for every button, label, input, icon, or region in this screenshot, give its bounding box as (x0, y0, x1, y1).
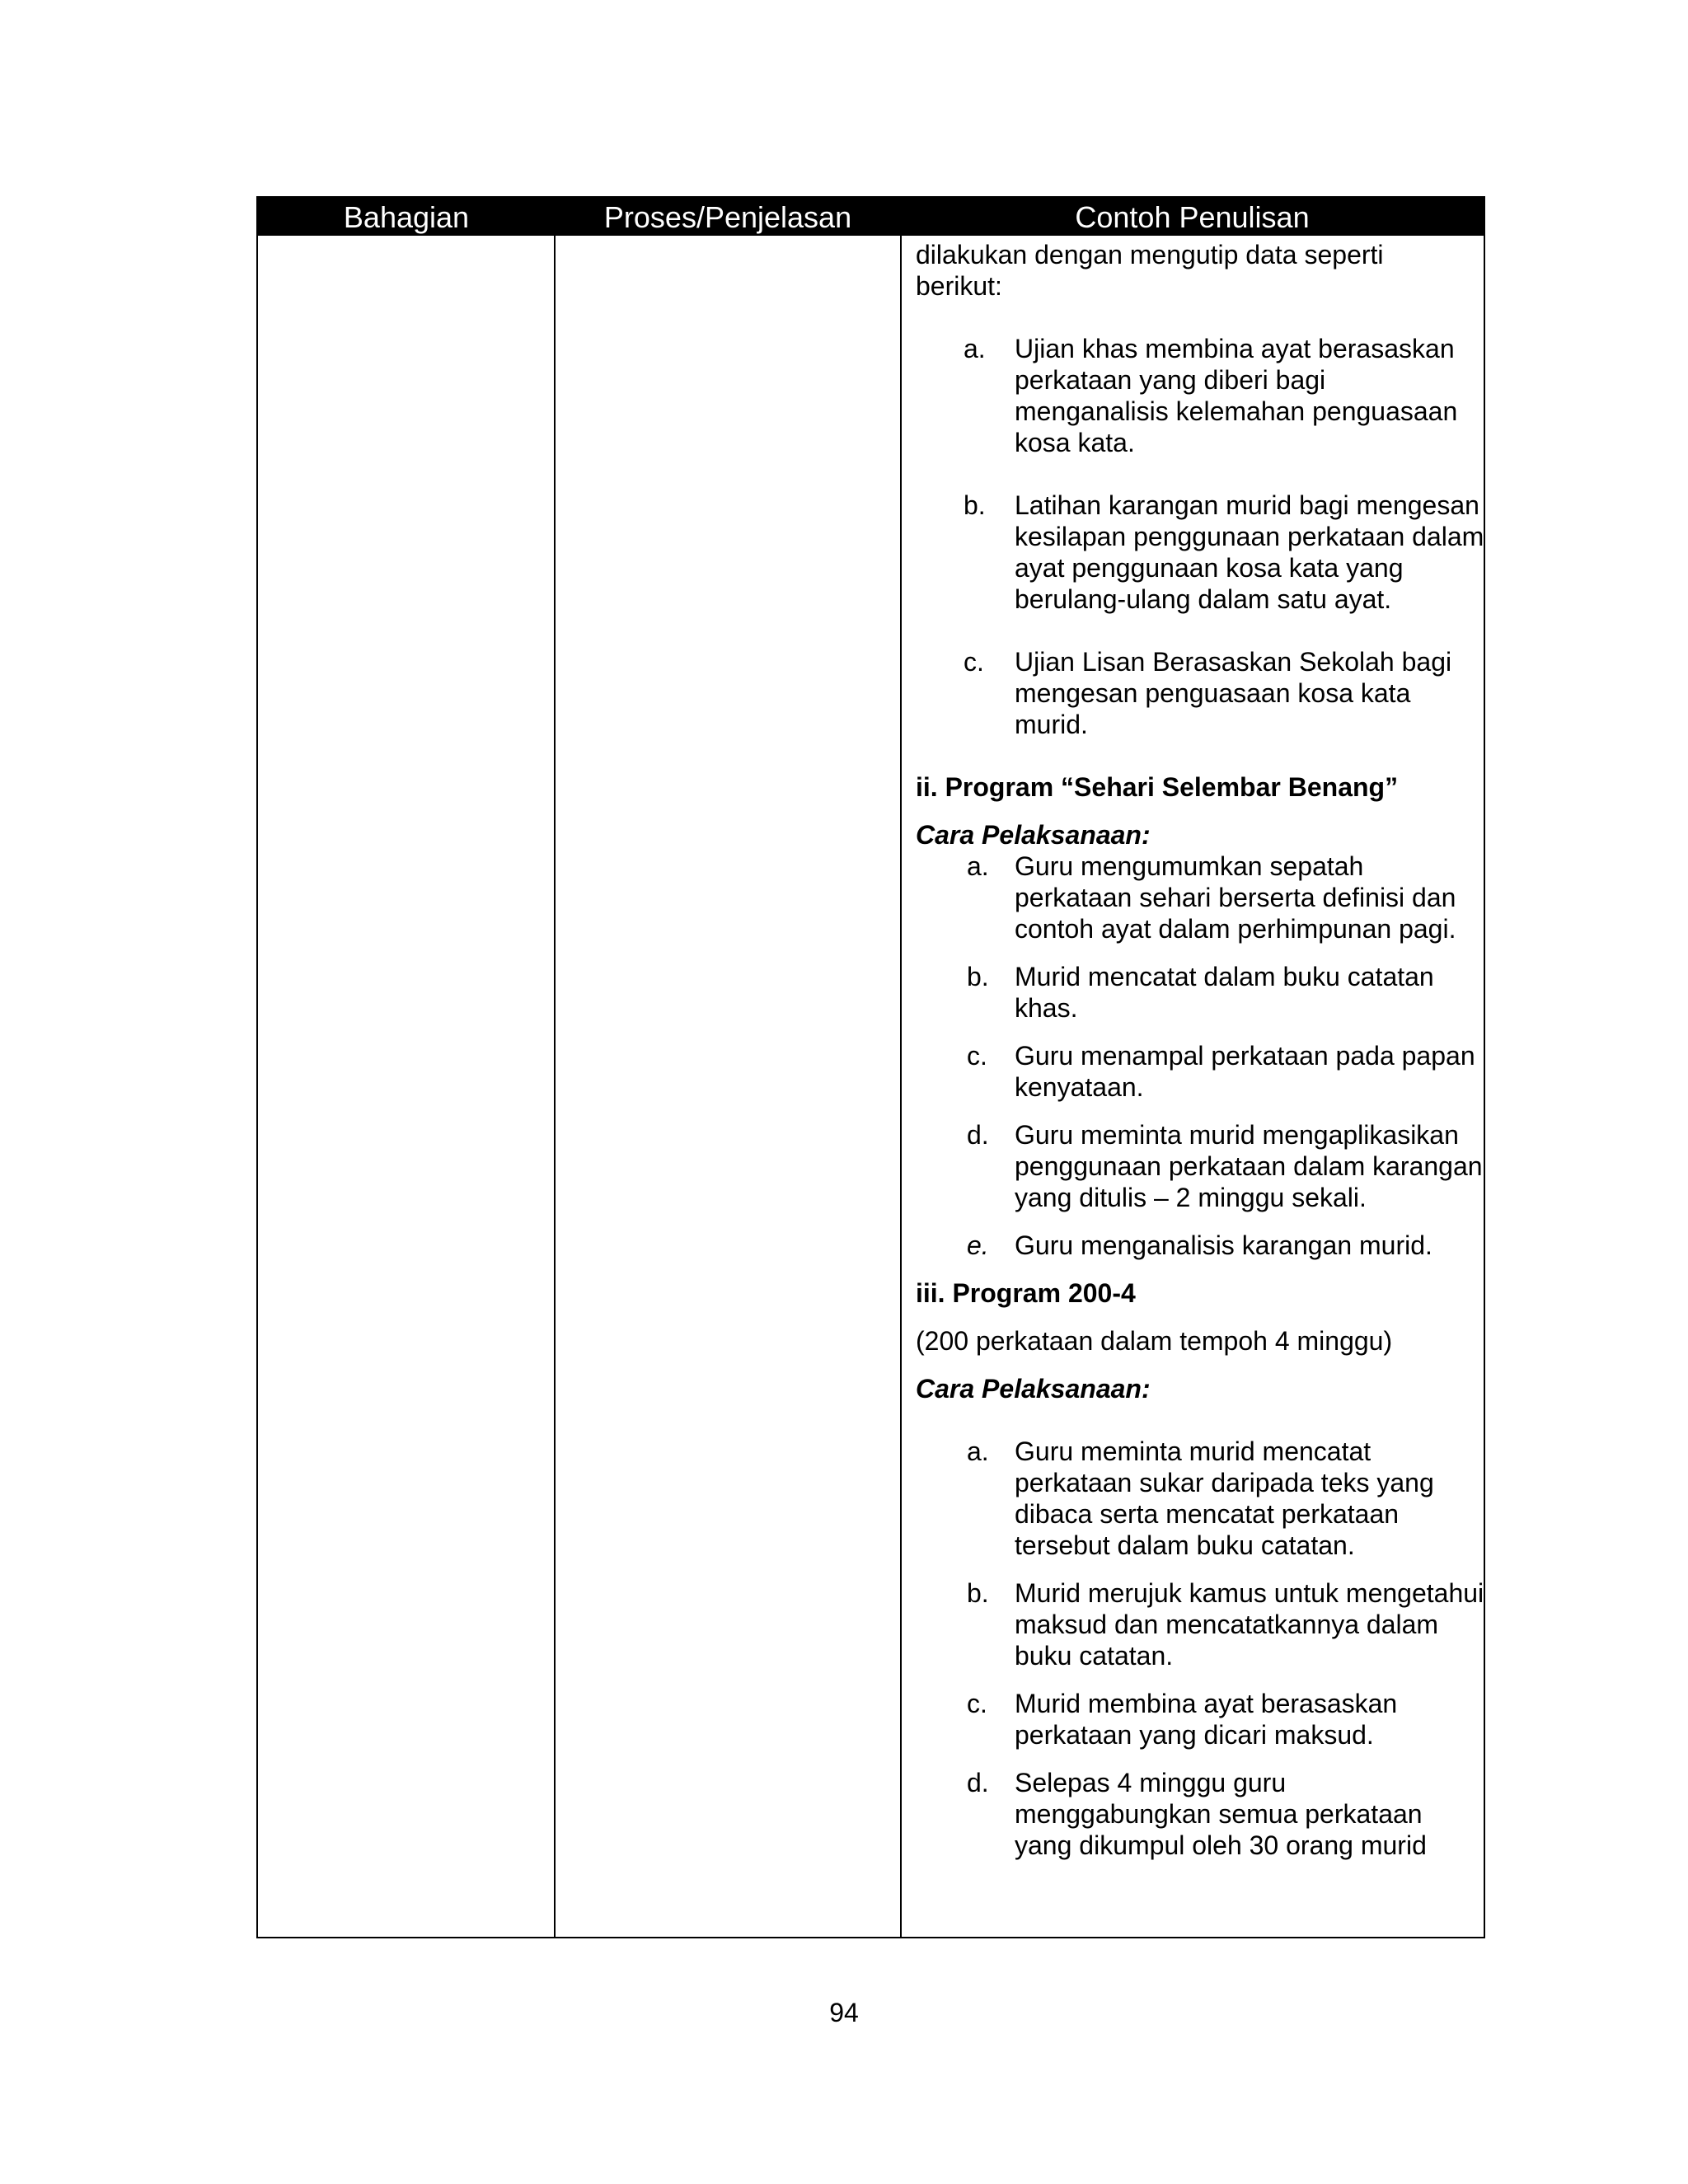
list-marker: b. (967, 1578, 989, 1608)
list-item-text: Murid membina ayat berasaskan perkataan yang dicari maksud. (1015, 1689, 1398, 1750)
list-item-text: Murid merujuk kamus untuk mengetahui maksud dan mencatatkannya dalam buku catatan. (1015, 1578, 1484, 1671)
list-marker: a. (967, 1436, 989, 1466)
list-item (916, 1577, 1484, 1671)
list-item (916, 490, 1484, 615)
program-iii-title: iii. Program 200-4 (916, 1278, 1136, 1308)
header-contoh: Contoh Penulisan (1075, 200, 1310, 234)
list-marker: d. (967, 1120, 989, 1150)
list-item (916, 1688, 1484, 1750)
list-item-text: Guru mengumumkan sepatah perkataan sehari berserta definisi dan contoh ayat dalam perhimpunan pagi. (1015, 851, 1456, 944)
list-marker: e. (967, 1230, 989, 1260)
list-item (916, 1119, 1484, 1213)
list-item (916, 851, 1484, 944)
list-item (916, 646, 1484, 740)
intro-text: dilakukan dengan mengutip data seperti berikut: (916, 240, 1384, 301)
list-item (916, 961, 1484, 1024)
list-item-text: Guru menampal perkataan pada papan kenyataan. (1015, 1041, 1475, 1102)
list-marker: c. (967, 1041, 987, 1071)
page-number: 94 (829, 1998, 859, 2027)
header-bahagian: Bahagian (343, 200, 470, 234)
list-marker: c. (964, 647, 984, 677)
program-iii-steps (916, 1436, 1484, 1861)
list-item-text: Ujian khas membina ayat berasaskan perkataan yang diberi bagi menganalisis kelemahan penguasaan kosa kata. (1015, 334, 1458, 457)
list-item (916, 1040, 1484, 1103)
program-ii-steps (916, 851, 1484, 1261)
list-item-text: Murid mencatat dalam buku catatan khas. (1015, 962, 1434, 1023)
program-ii-title: ii. Program “Sehari Selembar Benang” (916, 772, 1399, 802)
list-item (916, 333, 1484, 458)
cara-pelaksanaan-label: Cara Pelaksanaan: (916, 1374, 1151, 1404)
list-item (916, 1230, 1484, 1261)
column-divider (554, 198, 556, 1937)
list-item-text: Latihan karangan murid bagi mengesan kesilapan penggunaan perkataan dalam ayat penggunaan kosa kata yang berulang-ulang dalam satu ayat. (1015, 490, 1484, 614)
list-marker: d. (967, 1768, 989, 1797)
list-item (916, 1436, 1484, 1561)
list-marker: a. (964, 334, 986, 363)
analysis-list (916, 333, 1484, 740)
list-item-text: Ujian Lisan Berasaskan Sekolah bagi mengesan penguasaan kosa kata murid. (1015, 647, 1452, 739)
list-item-text: Guru meminta murid mengaplikasikan penggunaan perkataan dalam karangan yang ditulis – 2 minggu sekali. (1015, 1120, 1483, 1212)
list-item-text: Guru menganalisis karangan murid. (1015, 1230, 1432, 1260)
list-marker: b. (964, 490, 986, 520)
table-header (258, 198, 1484, 236)
list-marker: a. (967, 851, 989, 881)
list-marker: c. (967, 1689, 987, 1718)
cara-pelaksanaan-label: Cara Pelaksanaan: (916, 820, 1151, 850)
cell-content (916, 239, 1484, 1861)
list-item (916, 1767, 1484, 1861)
content-table (256, 196, 1485, 1938)
list-marker: b. (967, 962, 989, 991)
contoh-penulisan-cell (902, 236, 1484, 1937)
program-iii-subtitle: (200 perkataan dalam tempoh 4 minggu) (916, 1326, 1393, 1356)
header-proses: Proses/Penjelasan (603, 200, 852, 234)
list-item-text: Guru meminta murid mencatat perkataan sukar daripada teks yang dibaca serta mencatat perkataan tersebut dalam buku catatan. (1015, 1436, 1434, 1560)
list-item-text: Selepas 4 minggu guru menggabungkan semua perkataan yang dikumpul oleh 30 orang murid (1015, 1768, 1427, 1860)
